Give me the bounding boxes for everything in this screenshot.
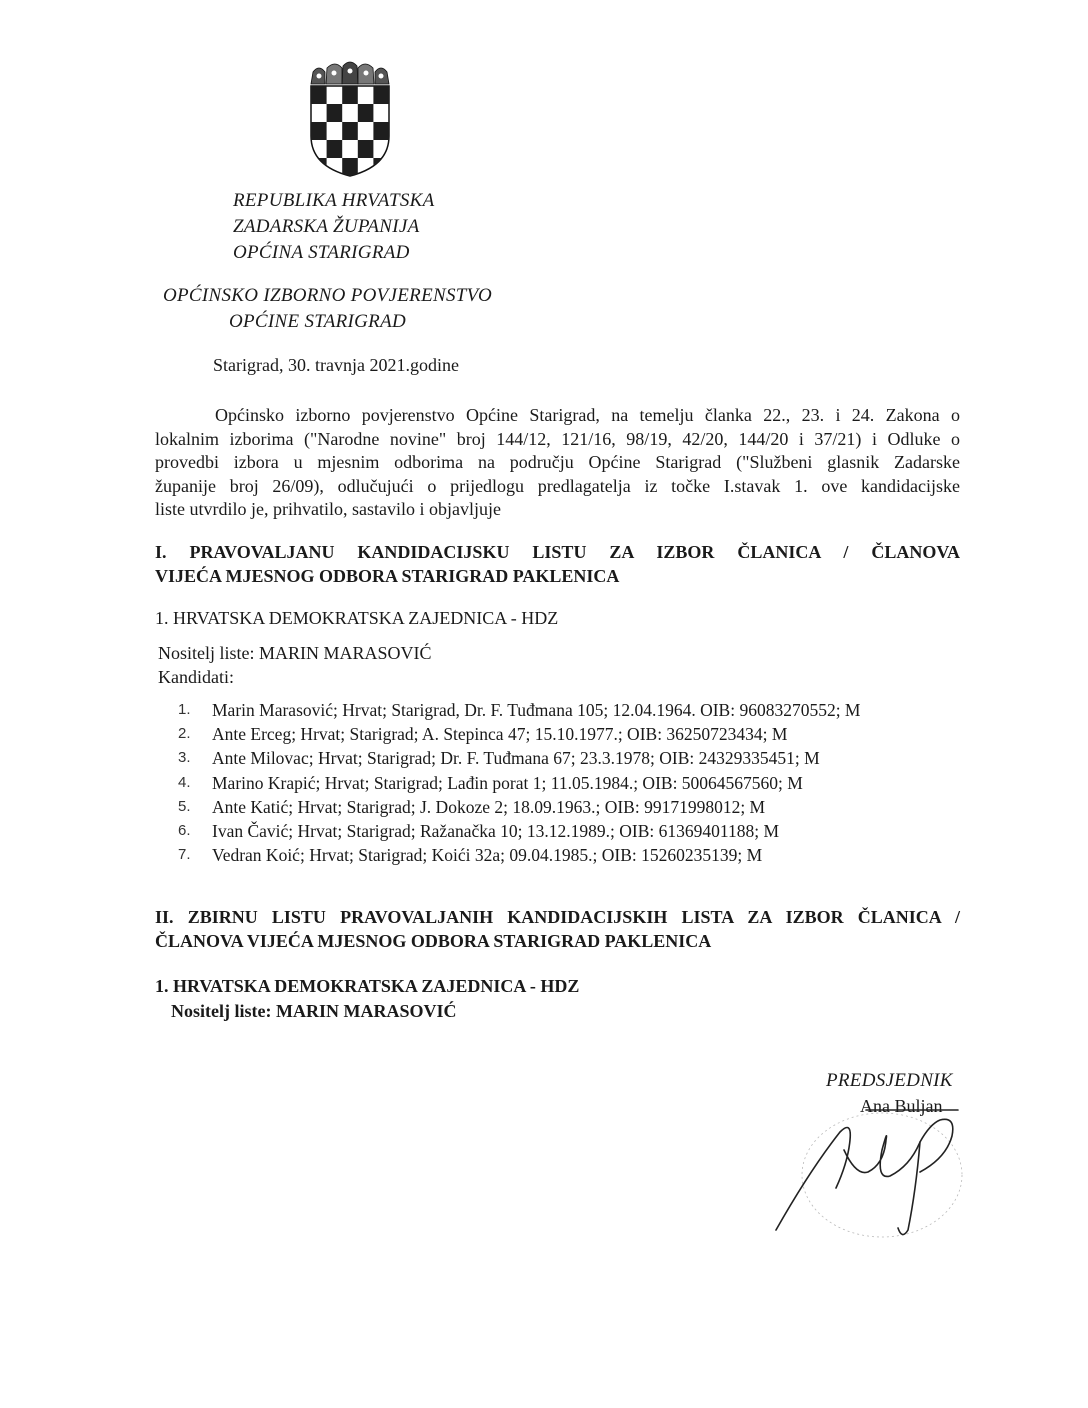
intro-line: županije broj 26/09), odlučujući o prijedlogu predlagatelja iz točke I.stavak 1. ove kandidacijske (155, 475, 960, 496)
candidate-text: Ante Katić; Hrvat; Starigrad; J. Dokoze 2; 18.09.1963.; OIB: 99171998012; M (212, 796, 766, 817)
coat-of-arms-icon (305, 58, 395, 178)
intro-paragraph (155, 404, 960, 522)
list-item (178, 819, 861, 843)
section-2-heading (155, 905, 960, 953)
candidate-list (178, 698, 861, 867)
candidate-text: Marin Marasović; Hrvat; Starigrad, Dr. F. Tuđmana 105; 12.04.1964. OIB: 96083270552; M (212, 700, 861, 720)
section-1-line-2: VIJEĆA MJESNOG ODBORA STARIGRAD PAKLENICA (155, 566, 620, 586)
candidate-number: 6. (178, 822, 191, 840)
candidate-text: Ivan Čavić; Hrvat; Starigrad; Ražanačka 10; 13.12.1989.; OIB: 61369401188; M (212, 821, 780, 842)
list-item (178, 722, 861, 746)
candidate-text: Ante Milovac; Hrvat; Starigrad; Dr. F. Tuđmana 67; 23.3.1978; OIB: 24329335451; M (212, 748, 820, 769)
committee-line-2: OPĆINE STARIGRAD (229, 311, 407, 332)
list-holder: Nositelj liste: MARIN MARASOVIĆ (158, 643, 432, 663)
summary-list-holder: Nositelj liste: MARIN MARASOVIĆ (171, 1001, 457, 1021)
candidate-number: 7. (178, 846, 191, 864)
candidate-number: 3. (178, 749, 191, 767)
intro-line: Općinsko izborno povjerenstvo Općine Starigrad, na temelju članka 22., 23. i 24. Zakona o (215, 405, 960, 425)
list-item (178, 843, 861, 867)
list-holder-block (158, 641, 432, 689)
party-name: 1. HRVATSKA DEMOKRATSKA ZAJEDNICA - HDZ (155, 608, 559, 628)
list-item (178, 746, 861, 770)
intro-line: lokalnim izborima ("Narodne novine" broj 144/12, 121/16, 98/19, 42/20, 144/20 i 37/21) i Odluke o (155, 428, 960, 449)
candidates-label: Kandidati: (158, 667, 234, 687)
list-item (178, 698, 861, 722)
signature-name: Ana Buljan (860, 1096, 943, 1116)
candidate-number: 1. (178, 701, 191, 718)
signature-title: PREDSJEDNIK (826, 1070, 953, 1091)
candidate-number: 2. (178, 725, 191, 743)
candidate-text: Vedran Koić; Hrvat; Starigrad; Koići 32a; 09.04.1985.; OIB: 15260235139; M (212, 845, 763, 866)
issuer-header (233, 188, 435, 266)
handwritten-signature (770, 1080, 980, 1250)
dateline: Starigrad, 30. travnja 2021.godine (213, 355, 459, 375)
candidate-text: Ante Erceg; Hrvat; Starigrad; A. Stepinca 47; 15.10.1977.; OIB: 36250723434; M (212, 724, 788, 745)
section-2-line-2: ČLANOVA VIJEĆA MJESNOG ODBORA STARIGRAD PAKLENICA (155, 931, 712, 951)
list-item (178, 795, 861, 819)
header-line-municipality: OPĆINA STARIGRAD (233, 242, 410, 263)
committee-line-1: OPĆINSKO IZBORNO POVJERENSTVO (163, 285, 492, 306)
header-line-county: ZADARSKA ŽUPANIJA (233, 216, 420, 237)
section-1-line-1: I. PRAVOVALJANU KANDIDACIJSKU LISTU ZA IZBOR ČLANICA / ČLANOVA (155, 542, 960, 562)
candidate-number: 4. (178, 773, 191, 791)
summary-party-name: 1. HRVATSKA DEMOKRATSKA ZAJEDNICA - HDZ (155, 976, 580, 996)
list-item (178, 771, 861, 795)
header-line-republic: REPUBLIKA HRVATSKA (233, 190, 435, 211)
summary-party-block (155, 974, 579, 1024)
committee-header (163, 283, 492, 335)
section-2-line-1: II. ZBIRNU LISTU PRAVOVALJANIH KANDIDACIJSKIH LISTA ZA IZBOR ČLANICA / (155, 907, 960, 927)
candidate-number: 5. (178, 797, 191, 815)
section-1-heading (155, 540, 960, 588)
intro-line: liste utvrdilo je, prihvatilo, sastavilo i objavljuje (155, 499, 501, 519)
candidate-text: Marino Krapić; Hrvat; Starigrad; Lađin porat 1; 11.05.1984.; OIB: 50064567560; M (212, 772, 803, 793)
intro-line: provedbi izbora u mjesnim odborima na području Općine Starigrad ("Službeni glasnik Zadarske (155, 452, 960, 472)
